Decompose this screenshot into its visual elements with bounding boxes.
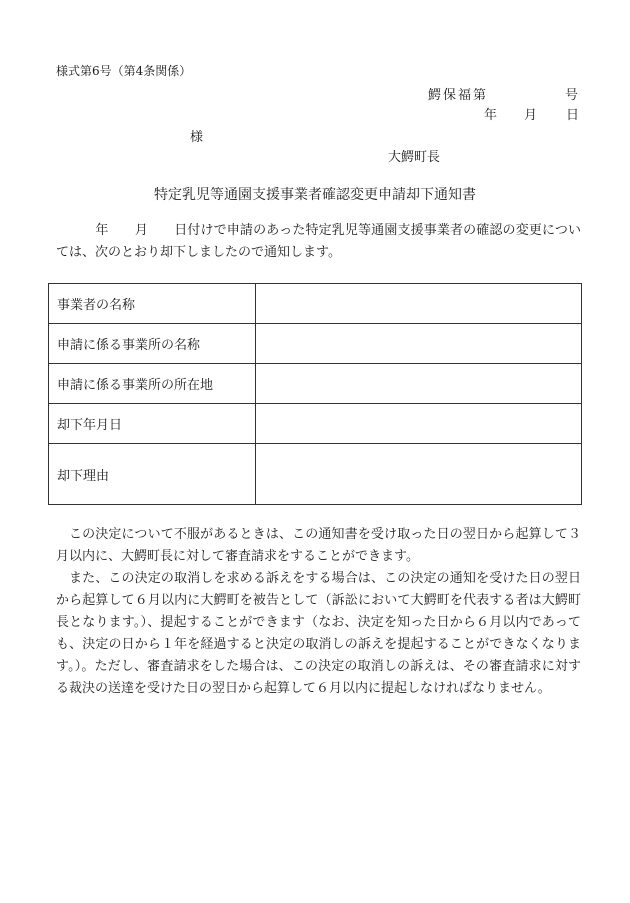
row-label-rejection-reason: 却下理由	[49, 444, 256, 505]
table-row	[49, 404, 582, 444]
notice-paragraph-lawsuit: また、この決定の取消しを求める訴えをする場合は、この決定の通知を受けた日の翌日から起算して６月以内に大鰐町を被告として（訴訟において大鰐町を代表する者は大鰐町長となります。）、提起することができます（なお、決定を知った日から６月以内であっても、決定の日から１年を経過すると決定の取消しの訴えを提起することができなくなります。）。ただし、審査請求をした場合は、この決定の取消しの訴えは、その審査請求に対する裁決の送達を受けた日の翌日から起算して６月以内に提起しなければなりません。	[56, 571, 581, 696]
table-row	[49, 324, 582, 364]
date-year-label: 年	[484, 108, 498, 123]
date-month-label: 月	[524, 108, 538, 123]
row-label-facility-name: 申請に係る事業所の名称	[49, 324, 256, 364]
intro-text: 年 月 日付けで申請のあった特定乳児等通園支援事業者の確認の変更については、次のとおり却下しましたので通知します。	[56, 223, 581, 260]
table-row	[49, 364, 582, 404]
sender: 大鰐町長	[388, 150, 441, 165]
notice-paragraph-appeal: この決定について不服があるときは、この通知書を受け取った日の翌日から起算して３月以内に、大鰐町長に対して審査請求をすることができます。	[56, 527, 581, 564]
row-label-business-name: 事業者の名称	[49, 284, 256, 324]
row-value-facility-name	[256, 324, 582, 364]
row-label-facility-address: 申請に係る事業所の所在地	[49, 364, 256, 404]
table-row	[49, 284, 582, 324]
row-value-facility-address	[256, 364, 582, 404]
info-table	[48, 283, 582, 505]
row-label-rejection-date: 却下年月日	[49, 404, 256, 444]
document-number-suffix: 号	[564, 88, 578, 103]
date-day-label: 日	[566, 108, 580, 123]
document-title: 特定乳児等通園支援事業者確認変更申請却下通知書	[154, 187, 476, 203]
appeal-notice	[56, 524, 581, 700]
document-number-prefix: 鰐保福第	[428, 88, 489, 103]
form-number: 様式第6号（第4条関係）	[56, 64, 192, 78]
row-value-rejection-date	[256, 404, 582, 444]
row-value-business-name	[256, 284, 582, 324]
table-row	[49, 444, 582, 505]
row-value-rejection-reason	[256, 444, 582, 505]
addressee: 様	[190, 130, 204, 145]
